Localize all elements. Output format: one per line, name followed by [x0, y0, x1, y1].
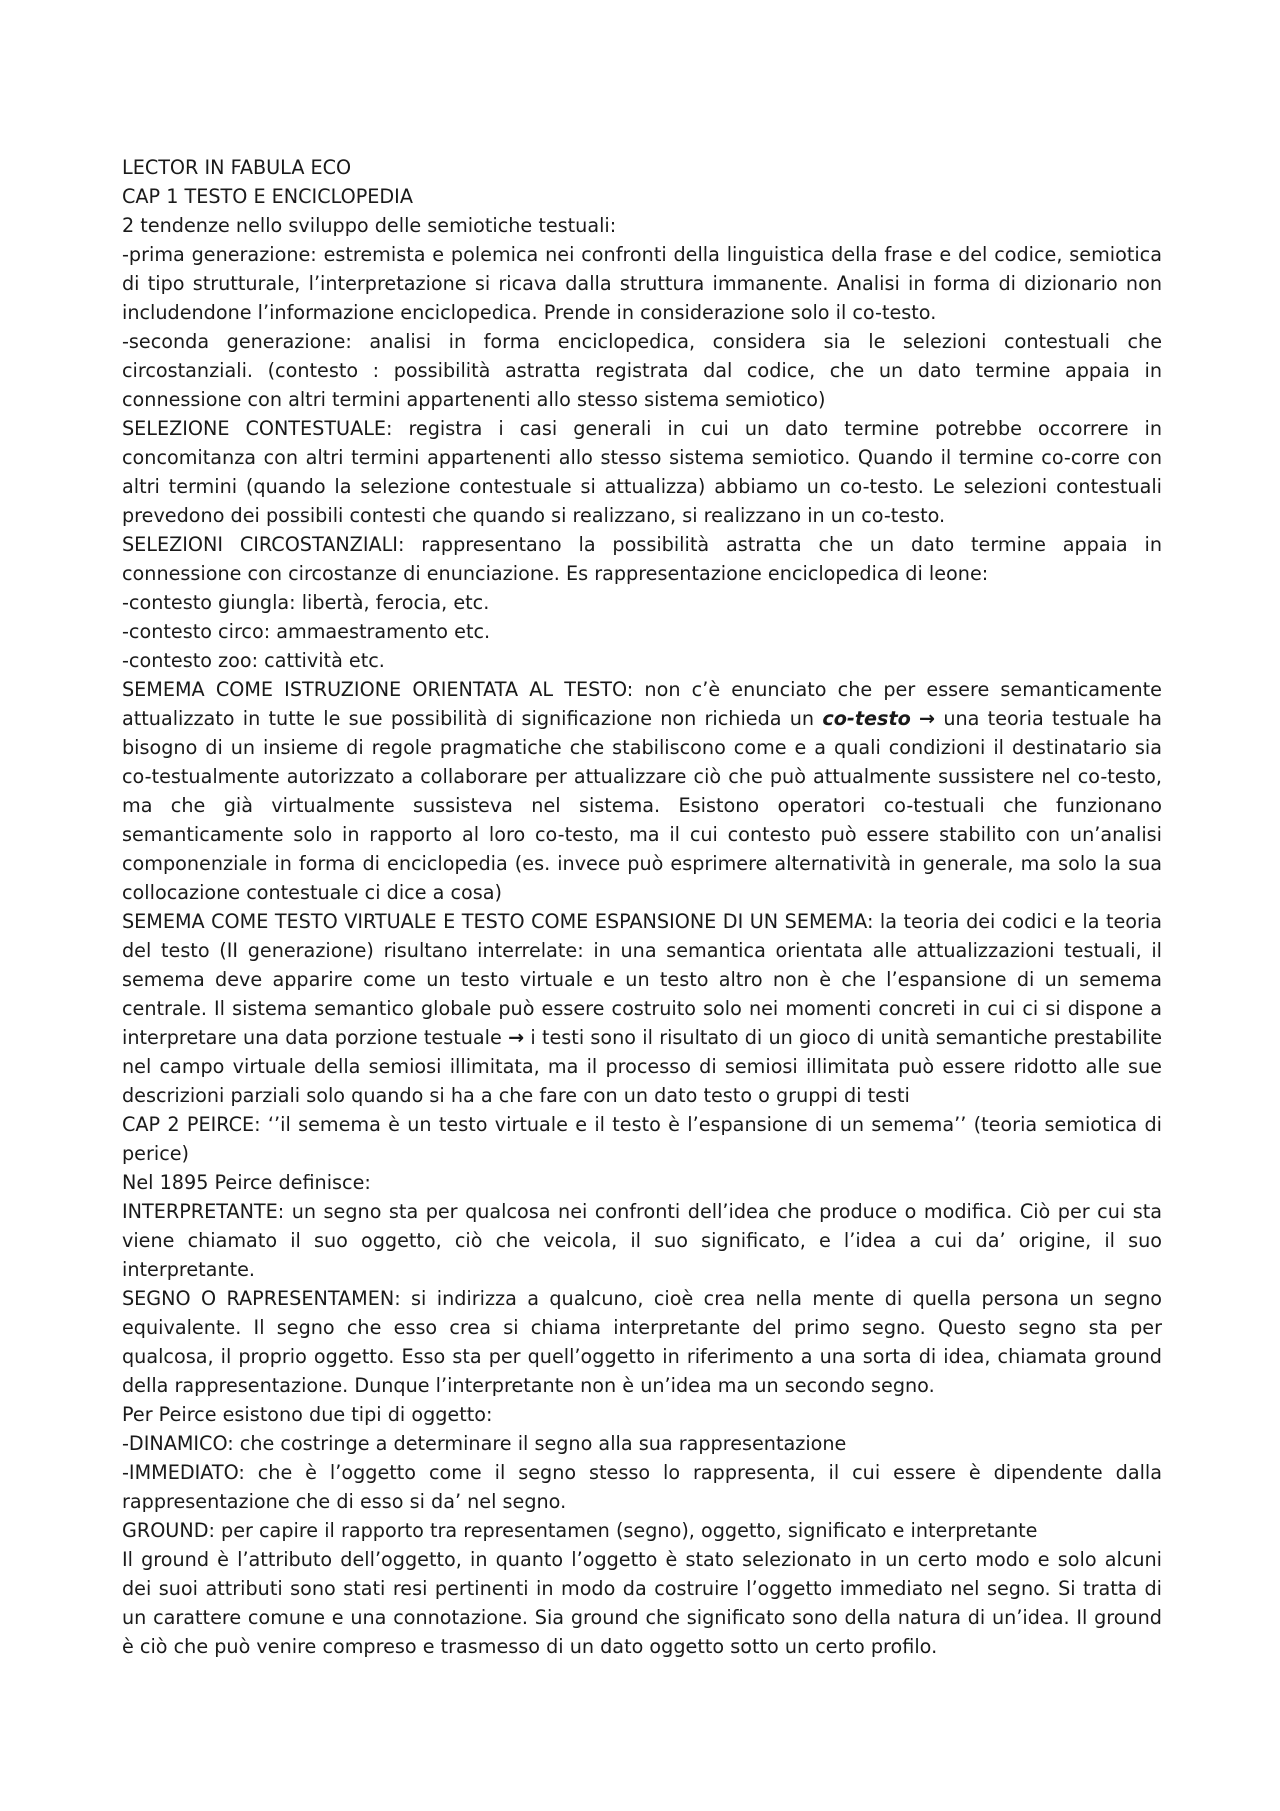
list-item-contesto-zoo: -contesto zoo: cattività etc.: [122, 649, 385, 672]
list-item-contesto-giungla: -contesto giungla: libertà, ferocia, etc.: [122, 591, 490, 614]
document-body: [122, 153, 1162, 1661]
line-ground: GROUND: per capire il rapporto tra representamen (segno), oggetto, significato e interpretante: [122, 1519, 1038, 1542]
paragraph-interpretante: INTERPRETANTE: un segno sta per qualcosa nei confronti dell’idea che produce o modifica. Ciò per cui sta viene chiamato il suo oggetto, ciò che veicola, il suo significato, e l’idea a cui da’ origine, il suo interpretante.: [122, 1200, 1162, 1281]
semema1-text-b: una teoria testuale ha bisogno di un insieme di regole pragmatiche che stabiliscono come e a quali condizioni il destinatario sia co-testualmente autorizzato a collaborare per attualizzare ciò che può attualmente sussistere nel co-testo, ma che già virtualmente sussisteva nel sistema. Esistono operatori co-testuali che funzionano semanticamente solo in rapporto al loro co-testo, ma il cui contesto può essere stabilito con un’analisi componenziale in forma di enciclopedia (es. invece può esprimere alternatività in generale, ma solo la sua collocazione contestuale ci dice a cosa): [122, 707, 1162, 904]
arrow-right-icon: →: [508, 1026, 525, 1049]
co-testo-emphasis: co-testo: [822, 707, 911, 730]
list-item-contesto-circo: -contesto circo: ammaestramento etc.: [122, 620, 491, 643]
line-tipi-oggetto: Per Peirce esistono due tipi di oggetto:: [122, 1403, 493, 1426]
semema2-text-b: i testi sono il risultato di un gioco di unità semantiche prestabilite nel campo virtuale della semiosi illimitata, ma il processo di semiosi illimitata può essere ridotto alle sue descrizioni parziali solo quando si ha a che fare con un dato testo o gruppi di testi: [122, 1026, 1163, 1107]
paragraph-selezione-contestuale: SELEZIONE CONTESTUALE: registra i casi generali in cui un dato termine potrebbe occorrere in concomitanza con altri termini appartenenti allo stesso sistema semiotico. Quando il termine co-corre con altri termini (quando la selezione contestuale si attualizza) abbiamo un co-testo. Le selezioni contestuali prevedono dei possibili contesti che quando si realizzano, si realizzano in un co-testo.: [122, 417, 1162, 527]
paragraph-cap2-peirce: CAP 2 PEIRCE: ‘’il semema è un testo virtuale e il testo è l’espansione di un semema’’ (teoria semiotica di perice): [122, 1113, 1162, 1165]
list-item-dinamico: -DINAMICO: che costringe a determinare il segno alla sua rappresentazione: [122, 1432, 847, 1455]
semema1-text-a: SEMEMA COME ISTRUZIONE ORIENTATA AL TESTO: non c’è enunciato che per essere semanticamente attualizzato in tutte le sue possibilità di significazione non richieda un: [122, 678, 1162, 730]
semema2-text-a: SEMEMA COME TESTO VIRTUALE E TESTO COME ESPANSIONE DI UN SEMEMA: la teoria dei codici e la teoria del testo (II generazione) risultano interrelate: in una semantica orientata alle attualizzazioni testuali, il semema deve apparire come un testo virtuale e un testo altro non è che l’espansione di un semema centrale. Il sistema semantico globale può essere costruito solo nei momenti concreti in cui ci si dispone a interpretare una data porzione testuale: [122, 910, 1162, 1049]
intro-line: 2 tendenze nello sviluppo delle semiotiche testuali:: [122, 214, 617, 237]
document-title: LECTOR IN FABULA ECO: [122, 156, 352, 179]
arrow-right-icon: →: [919, 707, 936, 730]
paragraph-seconda-generazione: -seconda generazione: analisi in forma enciclopedica, considera sia le selezioni contestuali che circostanziali. (contesto : possibilità astratta registrata dal codice, che un dato termine appaia in connessione con altri termini appartenenti allo stesso sistema semiotico): [122, 330, 1162, 411]
paragraph-semema-testo-virtuale: [122, 907, 1162, 1110]
paragraph-selezioni-circostanziali: SELEZIONI CIRCOSTANZIALI: rappresentano la possibilità astratta che un dato termine appaia in connessione con circostanze di enunciazione. Es rappresentazione enciclopedica di leone:: [122, 533, 1162, 585]
paragraph-semema-istruzione: [122, 675, 1162, 907]
list-item-immediato: -IMMEDIATO: che è l’oggetto come il segno stesso lo rappresenta, il cui essere è dipendente dalla rappresentazione che di esso si da’ nel segno.: [122, 1461, 1162, 1513]
paragraph-ground: Il ground è l’attributo dell’oggetto, in quanto l’oggetto è stato selezionato in un certo modo e solo alcuni dei suoi attributi sono stati resi pertinenti in modo da costruire l’oggetto immediato nel segno. Si tratta di un carattere comune e una connotazione. Sia ground che significato sono della natura di un’idea. Il ground è ciò che può venire compreso e trasmesso di un dato oggetto sotto un certo profilo.: [122, 1548, 1162, 1658]
paragraph-segno-rapresentamen: SEGNO O RAPRESENTAMEN: si indirizza a qualcuno, cioè crea nella mente di quella persona un segno equivalente. Il segno che esso crea si chiama interpretante del primo segno. Questo segno sta per qualcosa, il proprio oggetto. Esso sta per quell’oggetto in riferimento a una sorta di idea, chiamata ground della rappresentazione. Dunque l’interpretante non è un’idea ma un secondo segno.: [122, 1287, 1162, 1397]
chapter-1-heading: CAP 1 TESTO E ENCICLOPEDIA: [122, 185, 413, 208]
line-1895: Nel 1895 Peirce definisce:: [122, 1171, 371, 1194]
paragraph-prima-generazione: -prima generazione: estremista e polemica nei confronti della linguistica della frase e del codice, semiotica di tipo strutturale, l’interpretazione si ricava dalla struttura immanente. Analisi in forma di dizionario non includendone l’informazione enciclopedica. Prende in considerazione solo il co-testo.: [122, 243, 1162, 324]
